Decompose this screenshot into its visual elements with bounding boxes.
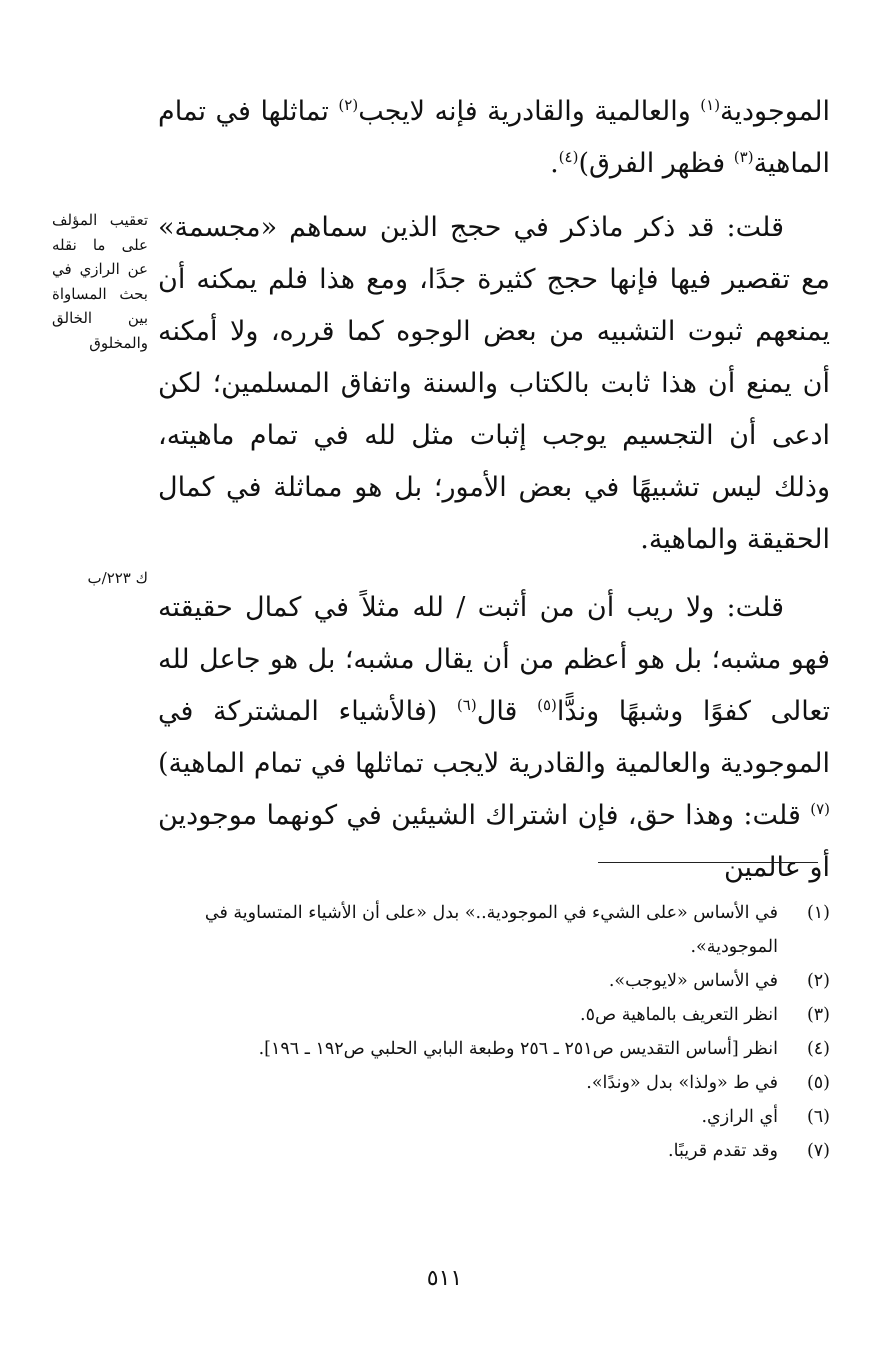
footnote-ref-2: (٢) <box>338 96 359 114</box>
footnote-text: في ط «ولذا» بدل «وندًا». <box>586 1073 778 1093</box>
footnote-5 <box>150 1066 830 1100</box>
footnote-text: وقد تقدم قريبًا. <box>668 1141 778 1161</box>
main-text <box>158 86 830 894</box>
footnote-2 <box>150 964 830 998</box>
text-run: قال <box>476 696 538 727</box>
text-run: قلت: وهذا حق، فإن اشتراك الشيئين في كونهما موجودين أو عالمين <box>158 800 830 883</box>
paragraph-3 <box>158 582 830 894</box>
page-number: ٥١١ <box>426 1266 463 1291</box>
paragraph-2 <box>158 202 830 566</box>
footnote-separator <box>598 862 818 863</box>
footnote-3 <box>150 998 830 1032</box>
margin-note: تعقيب المؤلف على ما نقله عن الرازي في بحث المساواة بين الخالق والمخلوق <box>52 211 148 352</box>
footnote-ref-3: (٣) <box>733 148 754 166</box>
footnotes <box>150 896 830 1168</box>
footnote-ref-1: (١) <box>700 96 721 114</box>
footnote-number: (٢) <box>806 971 830 991</box>
footnote-number: (٦) <box>806 1107 830 1127</box>
footnote-ref-7: (٧) <box>810 800 830 818</box>
manuscript-reference: ك ٢٢٣/ب <box>87 569 148 587</box>
footnote-text: انظر التعريف بالماهية ص٥. <box>579 1005 778 1025</box>
footnote-7 <box>150 1134 830 1168</box>
text-run: (فالأشياء المشتركة في الموجودية والعالمية والقادرية لايجب تماثلها في تمام الماهية) <box>158 696 830 779</box>
text-run: والعالمية والقادرية فإنه لايجب <box>358 96 701 127</box>
footnote-text: أي الرازي. <box>701 1107 778 1127</box>
footnote-ref-6: (٦) <box>456 696 477 714</box>
footnote-6 <box>150 1100 830 1134</box>
footnote-number: (٣) <box>806 1005 830 1025</box>
footnote-text: انظر [أساس التقديس ص٢٥١ ـ ٢٥٦ وطبعة البابي الحلبي ص١٩٢ ـ ١٩٦]. <box>258 1039 778 1059</box>
footnote-4 <box>150 1032 830 1066</box>
footnote-number: (٥) <box>806 1073 830 1093</box>
footnote-ref-4: (٤) <box>558 148 579 166</box>
text-run: فظهر الفرق) <box>578 148 734 179</box>
footnote-1 <box>150 896 830 964</box>
footnote-number: (١) <box>806 903 830 923</box>
footnote-text: في الأساس «على الشيء في الموجودية..» بدل «على أن الأشياء المتساوية في الموجودية». <box>204 903 778 957</box>
text-run: تماثلها في تمام الماهية <box>158 96 830 179</box>
footnote-ref-5: (٥) <box>537 696 557 714</box>
text-run: الموجودية <box>720 96 830 127</box>
text-run: . <box>550 148 559 179</box>
footnote-text: في الأساس «لايوجب». <box>608 971 778 991</box>
paragraph-1 <box>158 86 830 190</box>
footnote-number: (٧) <box>806 1141 830 1161</box>
footnote-number: (٤) <box>806 1039 830 1059</box>
text-run: قلت: قد ذكر ماذكر في حجج الذين سماهم «مجسمة» مع تقصير فيها فإنها حجج كثيرة جدًا، ومع هذا فلم يمكنه أن يمنعهم ثبوت التشبيه من بعض الوجوه كما قرره، ولا أمكنه أن يمنع أن هذا ثابت بالكتاب والسنة واتفاق المسلمين؛ لكن ادعى أن التجسيم يوجب إثبات مثل لله في تمام ماهيته، وذلك ليس تشبيهًا في بعض الأمور؛ بل هو مماثلة في كمال الحقيقة والماهية. <box>158 212 830 555</box>
text-run: قلت: ولا ريب أن من أثبت / لله مثلاً في كمال حقيقته فهو مشبه؛ بل هو أعظم من أن يقال مشبه؛ بل هو جاعل لله تعالى كفوًا وشبهًا وندًّا <box>158 592 830 727</box>
